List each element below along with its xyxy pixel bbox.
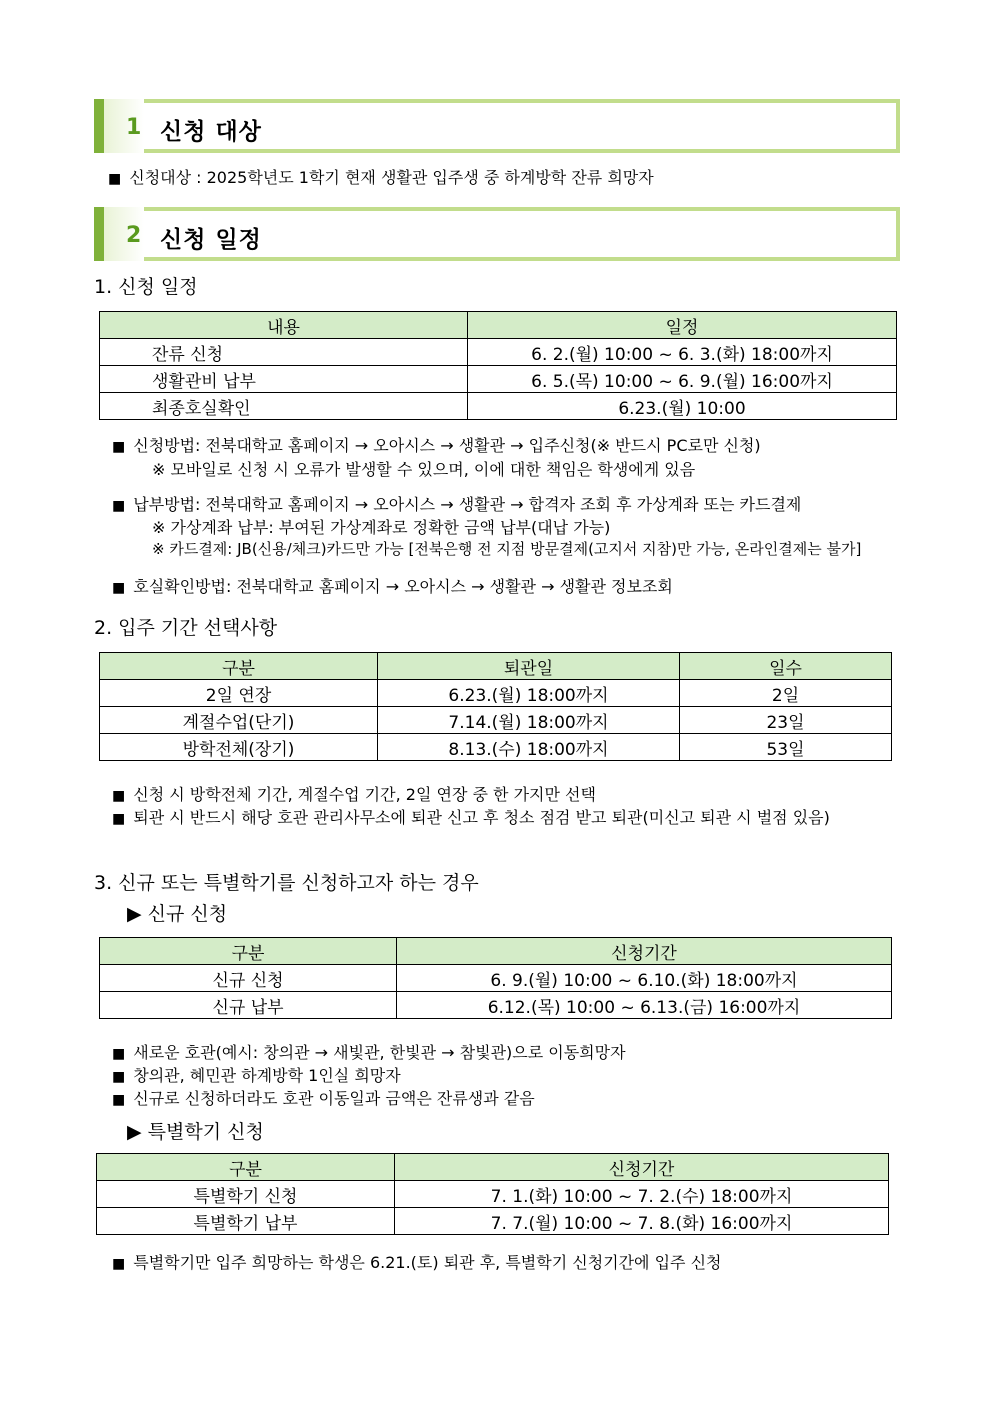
bullet-icon: ■: [108, 171, 122, 187]
table-row: 계절수업(단기) 7.14.(월) 18:00까지 23일: [100, 707, 892, 734]
bullet-icon: ■: [112, 811, 126, 827]
subheading-special: ▶ 특별학기 신청: [127, 1121, 264, 1143]
new-note-single-room: ■ 창의관, 혜민관 하계방학 1인실 희망자: [112, 1066, 401, 1085]
table-row: 2일 연장 6.23.(월) 18:00까지 2일: [100, 680, 892, 707]
schedule-table: [99, 311, 897, 420]
table-header: 일수: [680, 653, 892, 680]
table-row: 생활관비 납부 6. 5.(목) 10:00 ~ 6. 9.(월) 16:00까지: [100, 366, 897, 393]
special-semester-table: [96, 1153, 889, 1235]
period-note-choose: ■ 신청 시 방학전체 기간, 계절수업 기간, 2일 연장 중 한 가지만 선택: [112, 785, 596, 804]
table-header: 구분: [97, 1154, 395, 1181]
section-number: 2: [126, 223, 142, 248]
table-header: 내용: [100, 312, 468, 339]
payment-note-card: ※ 카드결제: JB(신용/체크)카드만 가능 [전북은행 전 지점 방문결제(고지서 지참)만 가능, 온라인결제는 불가]: [152, 540, 862, 558]
bullet-icon: ■: [112, 1069, 126, 1085]
table-header: 일정: [468, 312, 897, 339]
table-row: 잔류 신청 6. 2.(월) 10:00 ~ 6. 3.(화) 18:00까지: [100, 339, 897, 366]
room-check-method: ■ 호실확인방법: 전북대학교 홈페이지 → 오아시스 → 생활관 → 생활관 정보조회: [112, 577, 673, 596]
new-note-same-fee: ■ 신규로 신청하더라도 호관 이동일과 금액은 잔류생과 같음: [112, 1089, 535, 1108]
payment-method: ■ 납부방법: 전북대학교 홈페이지 → 오아시스 → 생활관 → 합격자 조회 후 가상계좌 또는 카드결제: [112, 495, 802, 514]
section-number: 1: [126, 115, 142, 140]
bullet-icon: ■: [112, 439, 126, 455]
table-row: 특별학기 신청 7. 1.(화) 10:00 ~ 7. 2.(수) 18:00까지: [97, 1181, 889, 1208]
table-row: 방학전체(장기) 8.13.(수) 18:00까지 53일: [100, 734, 892, 761]
special-note: ■ 특별학기만 입주 희망하는 학생은 6.21.(토) 퇴관 후, 특별학기 신청기간에 입주 신청: [112, 1253, 722, 1272]
table-header: 퇴관일: [378, 653, 680, 680]
subheading-new-special: 3. 신규 또는 특별학기를 신청하고자 하는 경우: [94, 872, 479, 894]
period-note-checkout: ■ 퇴관 시 반드시 해당 호관 관리사무소에 퇴관 신고 후 청소 점검 받고 퇴관(미신고 퇴관 시 벌점 있음): [112, 808, 830, 827]
bullet-icon: ■: [112, 498, 126, 514]
subheading-period: 2. 입주 기간 선택사항: [94, 617, 278, 639]
apply-method: ■ 신청방법: 전북대학교 홈페이지 → 오아시스 → 생활관 → 입주신청(※ 반드시 PC로만 신청): [112, 436, 761, 455]
table-header: 구분: [100, 938, 397, 965]
bullet-icon: ■: [112, 580, 126, 596]
bullet-icon: ■: [112, 1092, 126, 1108]
new-application-table: [99, 937, 892, 1019]
table-row: 신규 신청 6. 9.(월) 10:00 ~ 6.10.(화) 18:00까지: [100, 965, 892, 992]
table-header: 신청기간: [395, 1154, 889, 1181]
table-row: 최종호실확인 6.23.(월) 10:00: [100, 393, 897, 420]
table-row: 특별학기 납부 7. 7.(월) 10:00 ~ 7. 8.(화) 16:00까지: [97, 1208, 889, 1235]
table-header: 신청기간: [397, 938, 892, 965]
table-row: 신규 납부 6.12.(목) 10:00 ~ 6.13.(금) 16:00까지: [100, 992, 892, 1019]
subheading-schedule: 1. 신청 일정: [94, 276, 198, 298]
apply-method-note: ※ 모바일로 신청 시 오류가 발생할 수 있으며, 이에 대한 책임은 학생에게 있음: [152, 460, 696, 479]
section-title: 신청 일정: [160, 227, 262, 253]
target-line: ■ 신청대상 : 2025학년도 1학기 현재 생활관 입주생 중 하계방학 잔류 희망자: [108, 168, 654, 187]
bullet-icon: ■: [112, 788, 126, 804]
table-header: 구분: [100, 653, 378, 680]
period-table: [99, 652, 892, 761]
subheading-new: ▶ 신규 신청: [127, 903, 228, 925]
section-title: 신청 대상: [160, 119, 262, 145]
section-header-2: [94, 207, 900, 261]
bullet-icon: ■: [112, 1046, 126, 1062]
section-header-1: [94, 99, 900, 153]
new-note-move: ■ 새로운 호관(예시: 창의관 → 새빛관, 한빛관 → 참빛관)으로 이동희망자: [112, 1043, 626, 1062]
bullet-icon: ■: [112, 1256, 126, 1272]
payment-note-virtual: ※ 가상계좌 납부: 부여된 가상계좌로 정확한 금액 납부(대납 가능): [152, 518, 611, 537]
